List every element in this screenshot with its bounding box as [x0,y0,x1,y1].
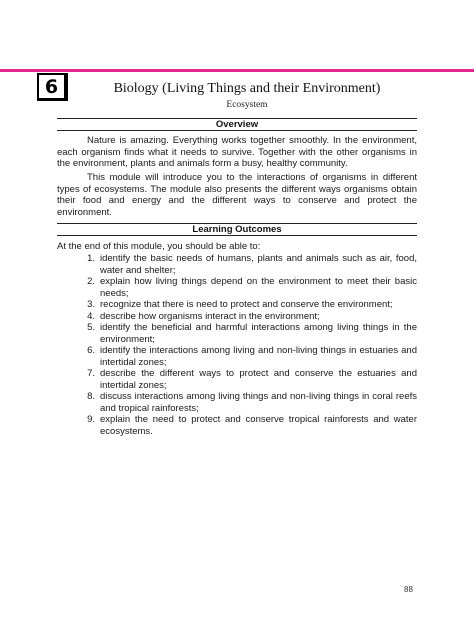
list-item [57,311,417,323]
list-item-text: recognize that there is need to protect and conserve the environment; [100,299,393,310]
list-item-number: 9. [87,414,95,425]
page-subtitle: Ecosystem [226,100,268,110]
list-item-number: 2. [87,276,95,287]
list-item-number: 5. [87,322,95,333]
list-item-text: identify the beneficial and harmful interactions among living things in the environment; [100,322,417,345]
overview-paragraph: Nature is amazing. Everything works together smoothly. In the environment, each organism finds what it needs to survive. Together with the other organisms in the environment, plants and animals form a busy, healthy community. [57,135,417,169]
list-item-text: describe how organisms interact in the environment; [100,310,320,322]
list-item-text: describe the different ways to protect and conserve the estuaries and intertidal zones; [100,368,417,391]
list-item [57,368,417,391]
list-item-number: 8. [87,391,95,402]
list-item [57,345,417,368]
overview-heading: Overview [57,118,417,131]
list-item [57,276,417,299]
list-item [57,414,417,437]
overview-paragraph: This module will introduce you to the interactions of organisms in different types of ecosystems. The module also presents the different ways organisms obtain their food and energy and the different ways to conserve and protect the environment. [57,172,417,218]
list-item-number: 7. [87,368,95,379]
list-item [57,253,417,276]
list-item-text: identify the interactions among living and non-living things in estuaries and intertidal zones; [100,345,417,368]
learning-outcomes-list [57,253,417,437]
list-item-text: identify the basic needs of humans, plants and animals such as air, food, water and shelter; [100,253,417,276]
learning-outcomes-lead: At the end of this module, you should be able to: [57,241,261,252]
module-number: 6 [44,75,59,98]
list-item [57,322,417,345]
list-item-number: 1. [87,253,95,264]
list-item-text: explain the need to protect and conserve tropical rainforests and water ecosystems. [100,414,417,437]
list-item-number: 3. [87,299,95,310]
list-item-number: 6. [87,345,95,356]
accent-rule [0,69,474,72]
list-item-text: discuss interactions among living things and non-living things in coral reefs and tropical rainforests; [100,391,417,414]
list-item [57,391,417,414]
page-number: 88 [404,585,413,594]
list-item [57,299,417,311]
list-item-number: 4. [87,310,95,322]
list-item-text: explain how living things depend on the environment to meet their basic needs; [100,276,417,299]
page-title: Biology (Living Things and their Environment) [113,81,381,96]
learning-outcomes-heading: Learning Outcomes [57,223,417,236]
